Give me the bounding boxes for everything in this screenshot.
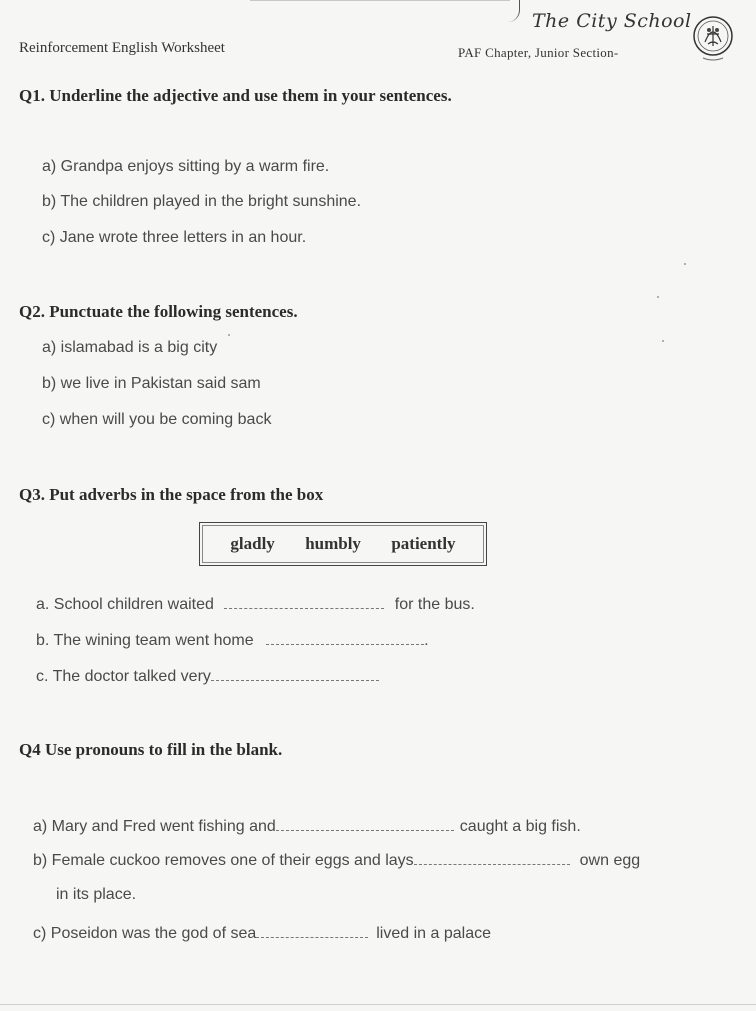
q2-item-c: c) when will you be coming back <box>42 411 272 428</box>
worksheet-title: Reinforcement English Worksheet <box>19 40 225 56</box>
fill-blank[interactable] <box>211 666 379 681</box>
q2-item-a: a) islamabad is a big city <box>42 339 218 356</box>
q3-item-a-tail: for the bus. <box>394 596 475 613</box>
q1-item-a: a) Grandpa enjoys sitting by a warm fire. <box>42 158 330 175</box>
q3-item-a <box>36 594 475 614</box>
q4-item-b-continuation: in its place. <box>56 886 137 903</box>
scan-speck <box>228 334 230 336</box>
q4-heading: Q4 Use pronouns to fill in the blank. <box>19 740 283 759</box>
q4-item-c-text: c) Poseidon was the god of sea <box>33 925 257 942</box>
q4-item-a <box>33 816 581 836</box>
q4-item-a-text: a) Mary and Fred went fishing and <box>33 818 276 835</box>
school-crest-icon <box>691 14 735 66</box>
q2-item-b: b) we live in Pakistan said sam <box>42 375 261 392</box>
q3-item-c-text: c. The doctor talked very <box>36 668 211 685</box>
q4-item-b <box>33 850 640 870</box>
adverb-word-box <box>199 522 487 566</box>
scan-artifact-bottom <box>0 1004 756 1005</box>
q4-item-a-tail: caught a big fish. <box>459 818 581 835</box>
q4-item-c <box>33 923 491 943</box>
q3-heading: Q3. Put adverbs in the space from the box <box>19 485 324 504</box>
fill-blank[interactable] <box>224 594 384 609</box>
fill-blank[interactable] <box>276 816 454 831</box>
chapter-label: PAF Chapter, Junior Section- <box>458 45 619 60</box>
scan-speck <box>662 340 664 342</box>
q3-item-b-tail: . <box>424 632 429 649</box>
scan-speck <box>657 296 659 298</box>
q3-item-b-text: b. The wining team went home <box>36 632 254 649</box>
adverb-word: gladly <box>230 534 275 553</box>
q4-item-b-tail: own egg <box>579 852 641 869</box>
fill-blank[interactable] <box>256 923 368 938</box>
q3-item-b <box>36 630 429 650</box>
scan-artifact-top <box>250 0 510 1</box>
q1-item-c: c) Jane wrote three letters in an hour. <box>42 229 307 246</box>
q3-item-c <box>36 666 379 686</box>
q3-item-a-text: a. School children waited <box>36 596 214 613</box>
q4-item-c-tail: lived in a palace <box>376 925 491 942</box>
school-name: The City School <box>532 10 692 32</box>
q1-item-b: b) The children played in the bright sunshine. <box>42 193 362 210</box>
scan-speck <box>684 263 686 265</box>
fill-blank[interactable] <box>266 630 424 645</box>
q4-item-b-text: b) Female cuckoo removes one of their eggs and lays <box>33 852 414 869</box>
adverb-word: patiently <box>391 534 456 553</box>
q1-heading: Q1. Underline the adjective and use them in your sentences. <box>19 86 452 105</box>
adverb-word: humbly <box>305 534 361 553</box>
scan-artifact-curve <box>505 0 520 22</box>
fill-blank[interactable] <box>414 850 570 865</box>
q2-heading: Q2. Punctuate the following sentences. <box>19 302 298 321</box>
